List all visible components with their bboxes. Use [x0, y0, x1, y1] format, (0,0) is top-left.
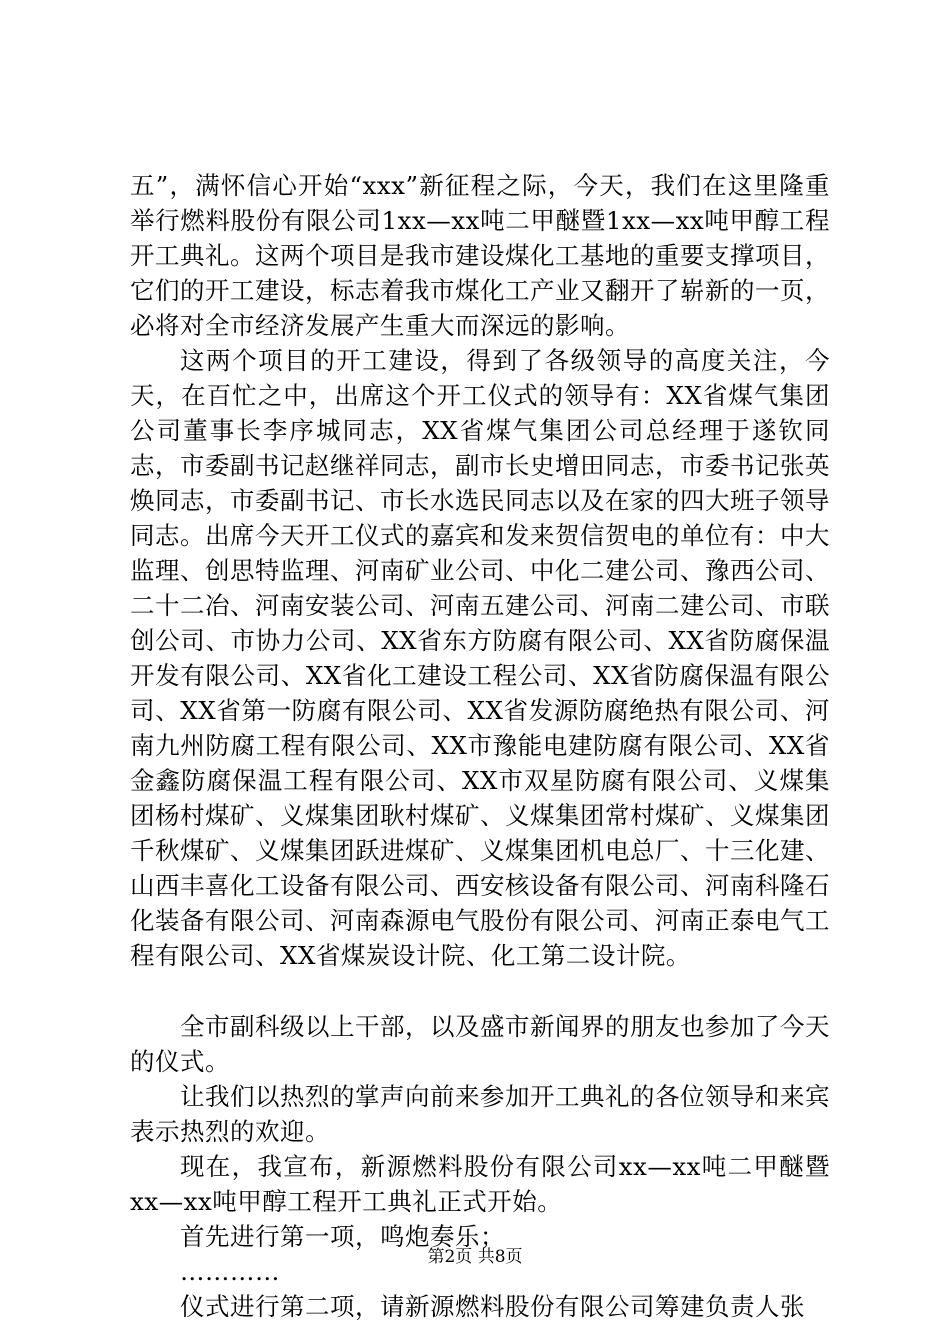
paragraph-item-one: 首先进行第一项，鸣炮奏乐；	[180, 1222, 505, 1251]
paragraph-attendees: 这两个项目的开工建设，得到了各级领导的高度关注，今天，在百忙之中，出席这个开工仪式的领导有：XX省煤气集团公司董事长李序城同志，XX省煤气集团公司总经理于遂钦同志，市委副书记赵继祥同志，副市长史增田同志，市委书记张英焕同志，市委副书记、市长水选民同志以及在家的四大班子领导同志。出席今天开工仪式的嘉宾和发来贺信贺电的单位有：中大监理、创思特监理、河南矿业公司、中化二建公司、豫西公司、二十二冶、河南安装公司、河南五建公司、河南二建公司、市联创公司、市协力公司、XX省东方防腐有限公司、XX省防腐保温开发有限公司、XX省化工建设工程公司、XX省防腐保温有限公司、XX省第一防腐有限公司、XX省发源防腐绝热有限公司、河南九州防腐工程有限公司、XX市豫能电建防腐有限公司、XX省金鑫防腐保温工程有限公司、XX市双星防腐有限公司、义煤集团杨村煤矿、义煤集团耿村煤矿、义煤集团常村煤矿、义煤集团千秋煤矿、义煤集团跃进煤矿、义煤集团机电总厂、十三化建、山西丰喜化工设备有限公司、西安核设备有限公司、河南科隆石化装备有限公司、河南森源电气股份有限公司、河南正泰电气工程有限公司、XX省煤炭设计院、化工第二设计院。	[130, 346, 830, 970]
paragraph-applause: 让我们以热烈的掌声向前来参加开工典礼的各位领导和来宾表示热烈的欢迎。	[130, 1082, 830, 1146]
paragraph-cadres: 全市副科级以上干部，以及盛市新闻界的朋友也参加了今天的仪式。	[130, 1012, 830, 1076]
page-number-footer: 第2页 共8页	[427, 1247, 523, 1267]
paragraph-item-two: 仪式进行第二项，请新源燃料股份有限公司筹建负责人张	[180, 1292, 805, 1321]
paragraph-opening: 五”，满怀信心开始“xxx”新征程之际，今天，我们在这里隆重举行燃料股份有限公司1xx—xx吨二甲醚暨1xx—xx吨甲醇工程开工典礼。这两个项目是我市建设煤化工基地的重要支撑项目，它们的开工建设，标志着我市煤化工产业又翻开了崭新的一页，必将对全市经济发展产生重大而深远的影响。	[130, 171, 830, 340]
paragraph-ellipsis: …………	[180, 1257, 280, 1286]
document-body	[130, 168, 830, 1324]
paragraph-gap	[130, 973, 830, 1009]
paragraph-announcement: 现在，我宣布，新源燃料股份有限公司xx—xx吨二甲醚暨xx—xx吨甲醇工程开工典礼正式开始。	[130, 1152, 830, 1216]
